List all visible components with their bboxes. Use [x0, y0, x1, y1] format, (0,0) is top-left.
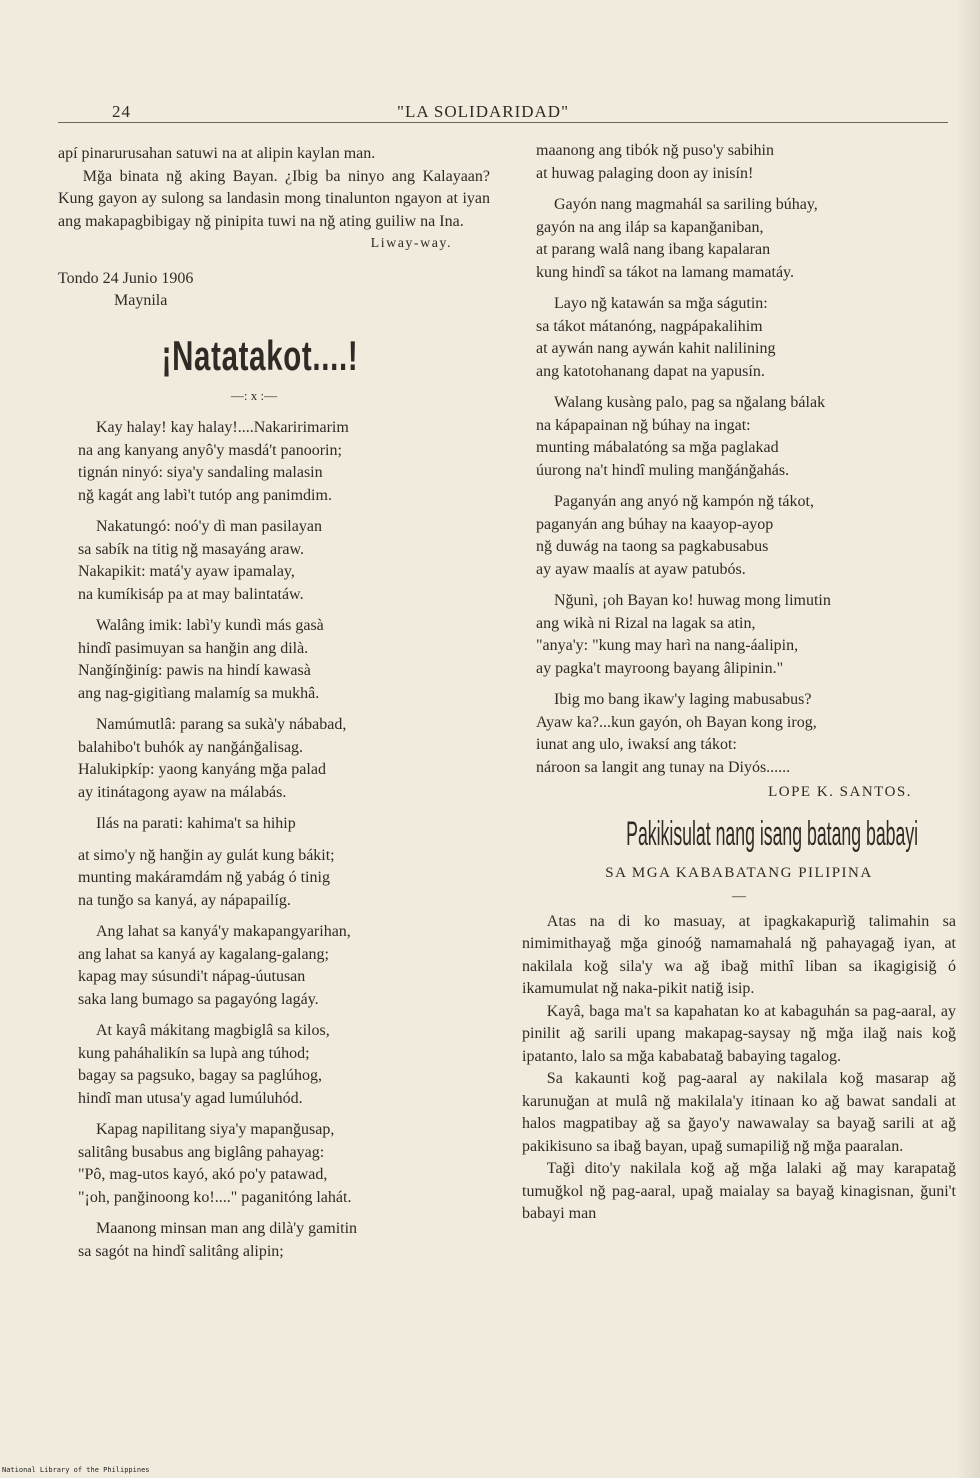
prev-article-paragraph: Mğa binata nğ aking Bayan. ¿Ibig ba ninyo ang Kalayaan? Kung gayon ay sulong sa landasin mong tinalunton ngayon at iyan ang makapagbibigay nğ pinipita tuwi na nğ ating guiliw na Ina. [58, 167, 490, 230]
verse-line: sa tákot mátanóng, nagpápakalihim [536, 317, 763, 335]
verse-line: Layo nğ katawán sa mğa ságutin: [554, 295, 768, 312]
verse-line: Kapag napilitang siya'y mapanğusap, [96, 1121, 335, 1138]
verse-line: munting makáramdám nğ yabág ó tinig [78, 869, 330, 886]
verse-line: Namúmutlâ: parang sa sukà'y nábabad, [96, 716, 347, 733]
stanza [536, 491, 956, 581]
verse-line: Walâng imik: labì'y kundì más gasà [96, 617, 324, 634]
stanza [78, 516, 490, 606]
verse-line: hindî man utusa'y agad lumúluhód. [78, 1089, 303, 1107]
left-column [58, 143, 490, 1272]
article-title: Pakikisulat nang isang batang babayi [626, 814, 919, 853]
right-column [522, 140, 956, 1226]
verse-line: Ang lahat sa kanyá'y makapangyarihan, [96, 923, 351, 940]
stanza [536, 194, 956, 284]
verse-line: paganyán ang búhay na kaayop-ayop [536, 515, 774, 533]
verse-line: "anya'y: "kung may harì na nang-áalipin, [536, 637, 799, 654]
place-date [58, 268, 490, 313]
poem-left [58, 417, 490, 1263]
stanza [78, 1020, 490, 1110]
verse-line: Nanğínğiníg: pawis na hindí kawasà [78, 662, 311, 679]
page-edge-shadow [956, 0, 980, 1478]
article-paragraph: Kayâ, baga ma't sa kapahatan ko at kabaguhán sa pag-aaral, ay pinilit ağ sarili upang makapag-saysay nğ mğa ilağ nais koğ ipatanto, lalo sa mğa kababatağ babaying tagalog. [522, 1002, 956, 1065]
verse-line: munting mábalatóng sa mğa paglakad [536, 439, 779, 456]
verse-line: iunat ang ulo, iwaksí ang tákot: [536, 736, 737, 753]
verse-line: Maanong minsan man ang dilà'y gamitin [96, 1220, 358, 1237]
prev-article-ending: apí pinarurusahan satuwi na at alipin kaylan man. [58, 145, 376, 162]
verse-line: balahibo't buhók ay nanğánğalisag. [78, 738, 304, 756]
verse-line: Paganyán ang anyó nğ kampón nğ tákot, [554, 493, 814, 510]
verse-line: kung paháhalikín sa lupà ang túhod; [78, 1044, 310, 1062]
verse-line: Kay halay! kay halay!....Nakaririmarim [96, 419, 349, 436]
verse-line: "¡oh, panğinoong ko!...." paganitóng lahát. [78, 1188, 352, 1206]
verse-line: Ayaw ka?...kun gayón, oh Bayan kong irog, [536, 713, 817, 731]
stanza [78, 845, 490, 913]
verse-line: salitâng busabus ang biglâng pahayag: [78, 1143, 325, 1161]
header-rule [58, 122, 948, 123]
verse-line: na tunğo sa kanyá, ay nápapailíg. [78, 891, 291, 909]
verse-line: úurong na't hindî muling manğánğahás. [536, 461, 790, 479]
verse-line: na ang kanyang anyô'y masdá't panoorin; [78, 441, 342, 459]
verse-line: ay pagka't mayroong bayang âlipinin." [536, 659, 784, 677]
verse-line: bagay sa pagsuko, bagay sa paglúhog, [78, 1067, 322, 1084]
verse-line: ang wikà ni Rizal na lagak sa atin, [536, 614, 756, 632]
stanza [78, 417, 490, 507]
verse-line: Ilás na parati: kahima't sa hihip [96, 815, 296, 832]
verse-line: hindî pasimuyan sa hanğin ang dilà. [78, 639, 309, 657]
verse-line: ay ayaw maalís at ayaw patubós. [536, 560, 746, 578]
verse-line: Nakapikit: matá'y ayaw ipamalay, [78, 563, 295, 580]
verse-line: ang lahat sa kanyá ay kagalang-galang; [78, 945, 329, 963]
verse-line: at simo'y nğ hanğin ay gulát kung bákit; [78, 846, 335, 864]
verse-line: Ibig mo bang ikaw'y laging mabusabus? [554, 691, 812, 708]
poem-title: ¡Natatakot....! [161, 331, 359, 379]
article-paragraph: Tağì dito'y nakilala koğ ağ mğa lalaki ağ may karapatağ tumuğkol nğ pag-aaral, upağ maialay sa bayağ kinagisnan, ğuni't babayi man [522, 1160, 956, 1222]
verse-line: saka lang bumago sa pagayóng lagáy. [78, 990, 319, 1008]
stanza [78, 813, 490, 836]
verse-line: ay itinátagong ayaw na málabás. [78, 783, 287, 801]
page-header [112, 102, 946, 124]
place-date-line: Tondo 24 Junio 1906 [58, 269, 194, 287]
stanza [536, 392, 956, 482]
stanza [536, 293, 956, 383]
verse-line: ang nag-gigitìang malamíg sa mukhâ. [78, 684, 320, 702]
stanza [78, 1119, 490, 1209]
article-paragraph: Atas na di ko masuay, at ipagkakapurìğ talimahin sa nimimithayağ mğa ginoóğ namamahalá nğ pahayagağ iyan, at nakilala koğ sila'y wa ağ ibağ mithî liban sa ikagigisiğ ó ikamumulat nğ naka-pikit natiğ isip. [522, 912, 956, 997]
article-paragraph: Sa kakaunti koğ pag-aaral ay nakilala koğ masarap ağ karunuğan at mulâ nğ makilala'y itinaan ko ağ bawat sandali at halos magpatibay ağ sa ğayo'y nawawalay sa bayağ sarili at ağ pakikisuno sa ibağ bayan, upağ sumapiliğ nğ mğa paaralan. [522, 1070, 956, 1155]
library-watermark: National Library of the Philippines [2, 1466, 150, 1474]
verse-line: nğ kagát ang labì't tutóp ang panimdim. [78, 486, 332, 504]
verse-line: tignán ninyó: siya'y sandaling malasin [78, 464, 323, 481]
prev-article-signature: Liway-way. [370, 236, 452, 251]
page-number: 24 [112, 102, 131, 121]
stanza [536, 689, 956, 779]
verse-line: nğ duwág na taong sa pagkabusabus [536, 538, 769, 555]
stanza [78, 921, 490, 1011]
verse-line: sa sagót na hindî salitâng alipin; [78, 1242, 284, 1260]
article-dash: — [732, 889, 746, 904]
verse-line: Nakatungó: noó'y dì man pasilayan [96, 518, 322, 535]
verse-line: Nğunì, ¡oh Bayan ko! huwag mong limutin [554, 592, 831, 609]
verse-line: At kayâ mákitang magbiglâ sa kilos, [96, 1022, 330, 1039]
article-subtitle: SA MGA KABABATANG PILIPINA [605, 864, 873, 881]
stanza [536, 140, 956, 185]
verse-line: at parang walâ nang ibang kapalaran [536, 241, 771, 258]
stanza [78, 1218, 490, 1263]
verse-line: Halukipkíp: yaong kanyáng mğa palad [78, 761, 326, 778]
verse-line: gayón na ang iláp sa kapanğaniban, [536, 218, 764, 236]
verse-line: at huwag palaging doon ay inisín! [536, 164, 754, 182]
verse-line: kung hindî sa tákot na lamang mamatáy. [536, 263, 795, 281]
verse-line: kapag may súsundi't nápag-úutusan [78, 968, 306, 985]
verse-line: "Pô, mag-utos kayó, akó po'y patawad, [78, 1166, 328, 1183]
verse-line: maanong ang tibók nğ puso'y sabihin [536, 142, 774, 159]
verse-line: na kumíkisáp pa at may balintatáw. [78, 585, 304, 603]
verse-line: sa sabík na titig nğ masayáng araw. [78, 540, 305, 558]
stanza [536, 590, 956, 680]
stanza [78, 615, 490, 705]
verse-line: nároon sa langit ang tunay na Diyós...... [536, 758, 791, 776]
poem-divider: —: x :— [230, 387, 278, 403]
verse-line: at aywán nang aywán kahit nalilining [536, 340, 776, 357]
verse-line: Walang kusàng palo, pag sa nğalang bálak [554, 394, 826, 411]
verse-line: ang katotohanang dapat na yapusín. [536, 362, 765, 380]
poem-right [522, 140, 956, 779]
verse-line: na kápapainan nğ búhay na ingat: [536, 416, 751, 434]
poem-author: LOPE K. SANTOS. [768, 784, 912, 800]
place-line: Maynila [114, 292, 168, 309]
verse-line: Gayón nang magmahál sa sariling búhay, [554, 196, 818, 213]
stanza [78, 714, 490, 804]
publication-title: "LA SOLIDARIDAD" [397, 102, 570, 121]
